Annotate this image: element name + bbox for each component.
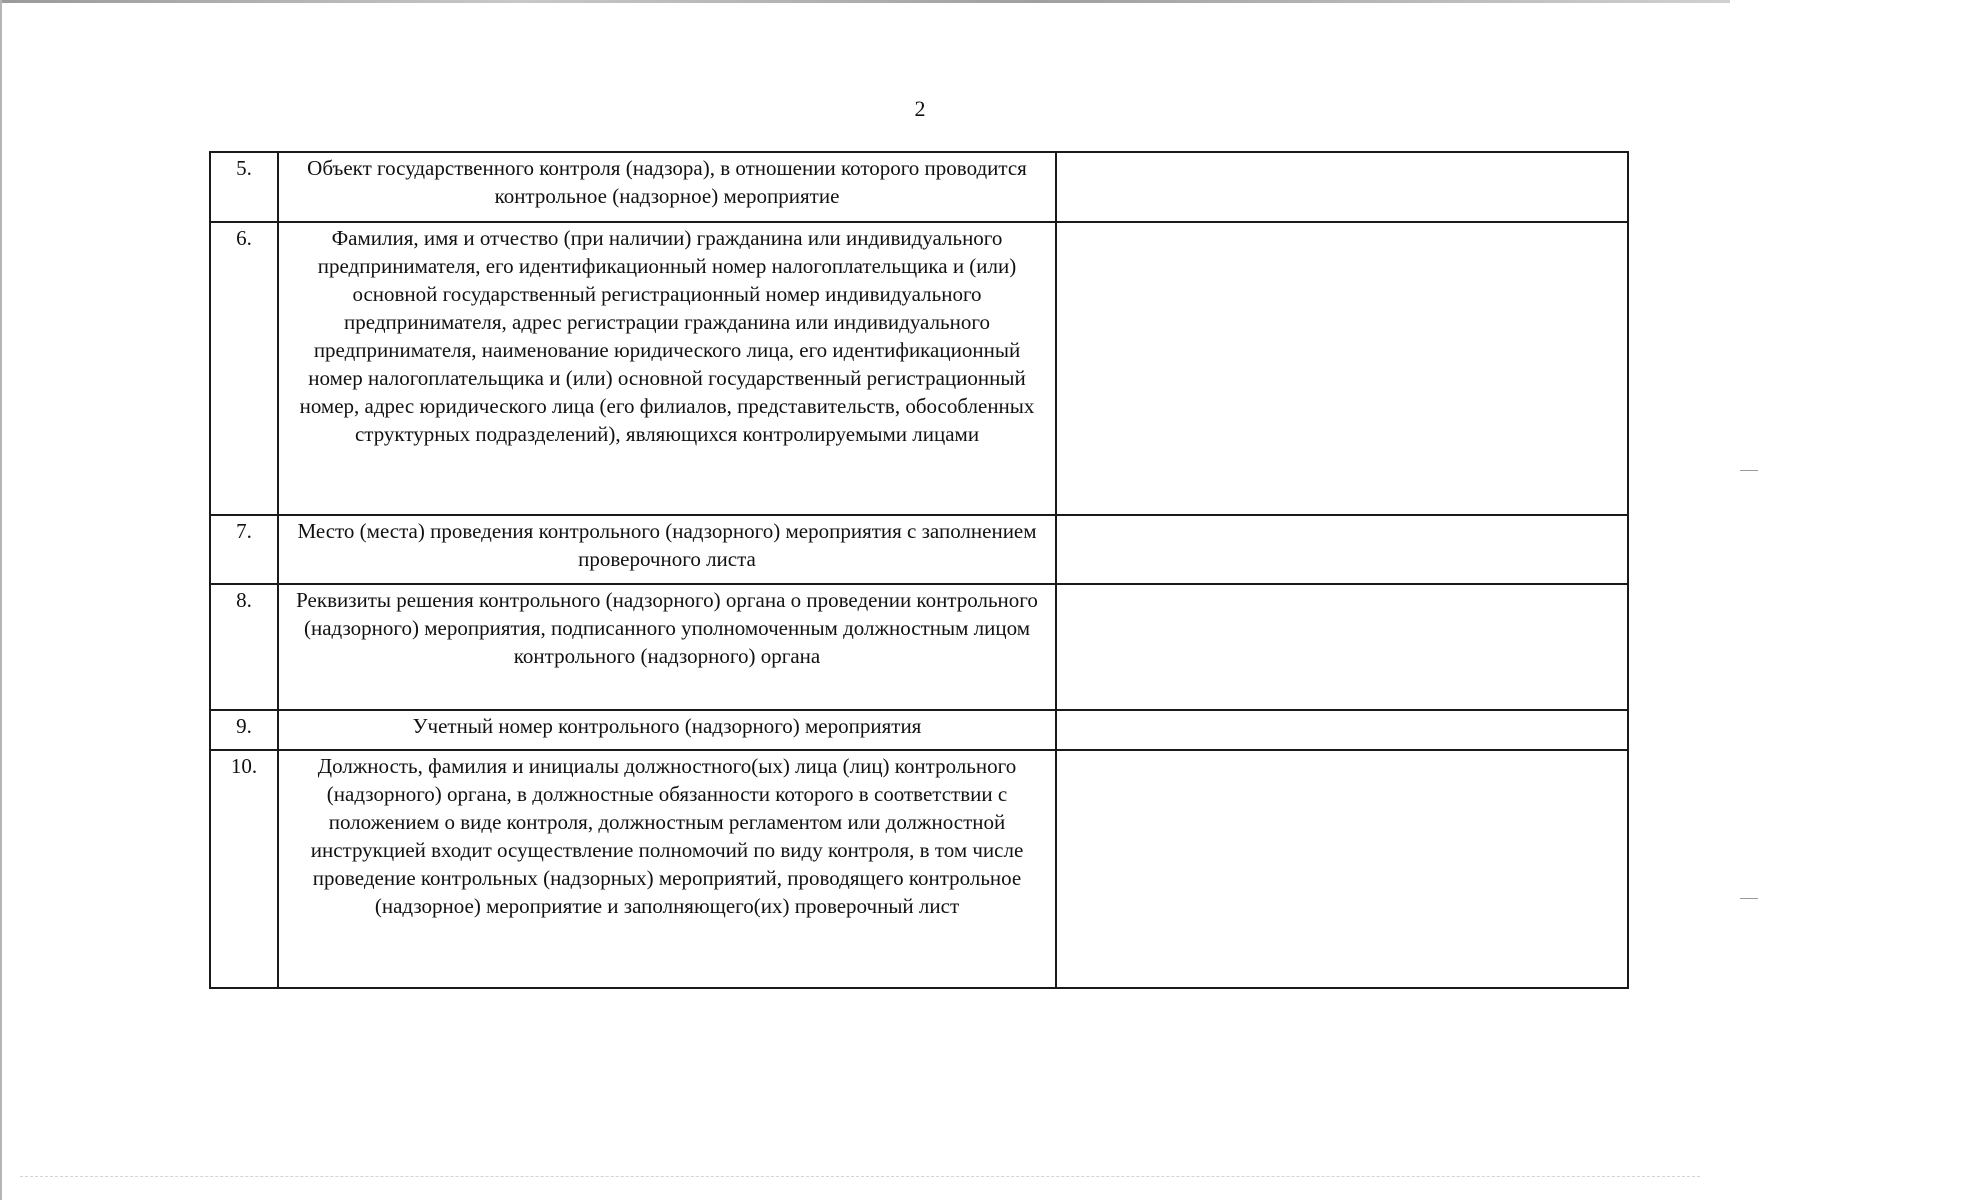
row-description: Объект государственного контроля (надзора), в отношении которого проводится контрольное (надзорное) мероприятие	[278, 152, 1056, 222]
scan-left-edge	[0, 0, 2, 1200]
row-value-cell[interactable]	[1056, 222, 1628, 515]
row-description: Место (места) проведения контрольного (надзорного) мероприятия с заполнением проверочного листа	[278, 515, 1056, 584]
row-number: 7.	[210, 515, 278, 584]
row-number: 5.	[210, 152, 278, 222]
table-row	[210, 222, 1628, 515]
row-number: 10.	[210, 750, 278, 988]
margin-mark	[1740, 898, 1758, 899]
row-description: Фамилия, имя и отчество (при наличии) гражданина или индивидуального предпринимателя, его идентификационный номер налогоплательщика и (или) основной государственный регистрационный номер индивидуального предпринимателя, адрес регистрации гражданина или индивидуального предпринимателя, наименование юридического лица, его идентификационный номер налогоплательщика и (или) основной государственный регистрационный номер, адрес юридического лица (его филиалов, представительств, обособленных структурных подразделений), являющихся контролируемыми лицами	[278, 222, 1056, 515]
row-value-cell[interactable]	[1056, 710, 1628, 750]
table-row	[210, 152, 1628, 222]
row-number: 9.	[210, 710, 278, 750]
row-value-cell[interactable]	[1056, 584, 1628, 710]
row-number: 6.	[210, 222, 278, 515]
row-description: Должность, фамилия и инициалы должностного(ых) лица (лиц) контрольного (надзорного) органа, в должностные обязанности которого в соответствии с положением о виде контроля, должностным регламентом или должностной инструкцией входит осуществление полномочий по виду контроля, в том числе проведение контрольных (надзорных) мероприятий, проводящего контрольное (надзорное) мероприятие и заполняющего(их) проверочный лист	[278, 750, 1056, 988]
row-value-cell[interactable]	[1056, 152, 1628, 222]
row-description: Реквизиты решения контрольного (надзорного) органа о проведении контрольного (надзорного) мероприятия, подписанного уполномоченным должностным лицом контрольного (надзорного) органа	[278, 584, 1056, 710]
checklist-table	[209, 151, 1629, 989]
row-description: Учетный номер контрольного (надзорного) мероприятия	[278, 710, 1056, 750]
margin-mark	[1740, 470, 1758, 471]
scan-top-edge	[0, 0, 1730, 3]
table-row	[210, 515, 1628, 584]
table-row	[210, 584, 1628, 710]
table-row	[210, 750, 1628, 988]
row-value-cell[interactable]	[1056, 515, 1628, 584]
row-value-cell[interactable]	[1056, 750, 1628, 988]
row-number: 8.	[210, 584, 278, 710]
scan-bottom-edge	[20, 1176, 1700, 1177]
page-number: 2	[914, 96, 926, 121]
table-row	[210, 710, 1628, 750]
